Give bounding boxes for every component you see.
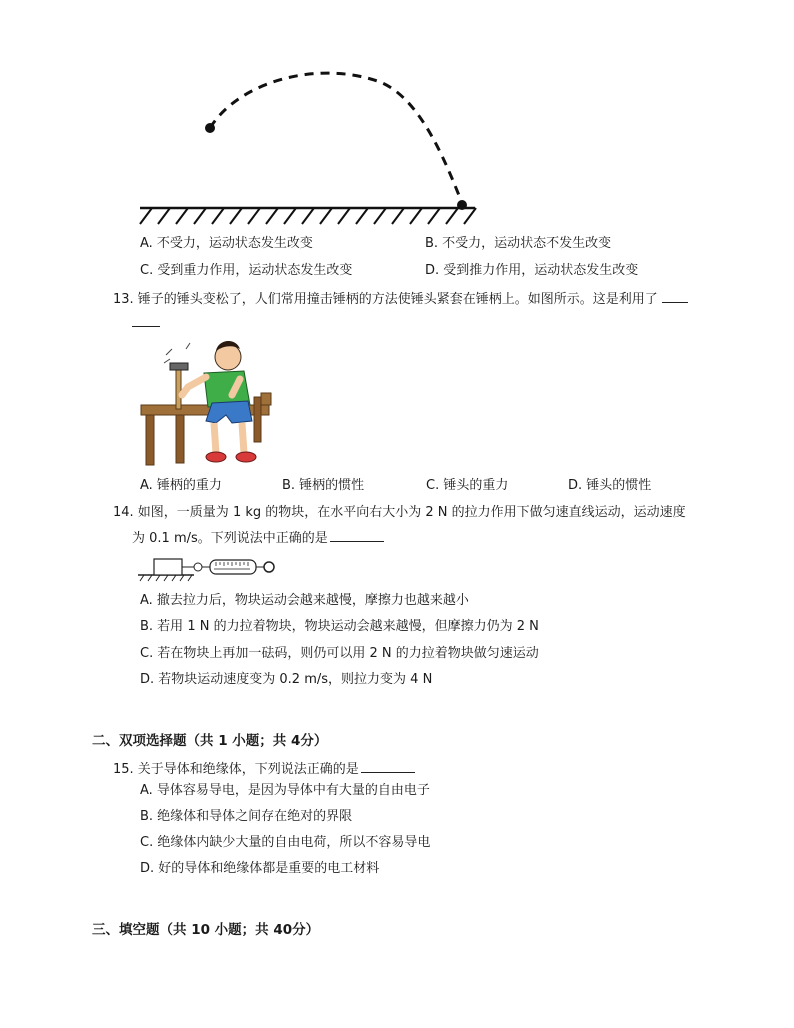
q15-option-b: B. 绝缘体和导体之间存在绝对的界限 xyxy=(140,809,353,824)
q15-answer-blank[interactable] xyxy=(361,758,415,773)
q15-option-a: A. 导体容易导电，是因为导体中有大量的自由电子 xyxy=(140,783,430,798)
q13-option-c: C. 锤头的重力 xyxy=(426,478,509,493)
q13-option-b: B. 锤柄的惯性 xyxy=(282,478,365,493)
q14-question-line2 xyxy=(132,527,384,549)
q13-option-d: D. 锤头的惯性 xyxy=(568,478,652,493)
q15-option-d: D. 好的导体和绝缘体都是重要的电工材料 xyxy=(140,861,380,876)
q15-option-c: C. 绝缘体内缺少大量的自由电荷，所以不容易导电 xyxy=(140,835,431,850)
q13-question xyxy=(113,288,688,310)
q13-question-text: 13. 锤子的锤头变松了，人们常用撞击锤柄的方法使锤头紧套在锤柄上。如图所示。这是利用了 xyxy=(113,292,658,307)
q13-answer-blank[interactable] xyxy=(662,288,688,303)
q14-option-a: A. 撤去拉力后，物块运动会越来越慢，摩擦力也越来越小 xyxy=(140,593,469,608)
q15-question xyxy=(113,758,415,780)
q12-option-d: D. 受到推力作用，运动状态发生改变 xyxy=(425,263,639,278)
q14-question-text: 为 0.1 m/s。下列说法中正确的是 xyxy=(132,531,328,546)
q15-question-text: 15. 关于导体和绝缘体，下列说法正确的是 xyxy=(113,762,359,777)
projectile-figure xyxy=(130,60,490,230)
q14-question-line1: 14. 如图，一质量为 1 kg 的物块，在水平向右大小为 2 N 的拉力作用下做匀速直线运动，运动速度 xyxy=(113,505,686,520)
section-3-heading: 三、填空题（共 10 小题；共 40分） xyxy=(92,922,320,938)
section-2-heading: 二、双项选择题（共 1 小题；共 4分） xyxy=(92,733,328,749)
q13-answer-blank-continued[interactable] xyxy=(132,312,160,331)
q13-option-a: A. 锤柄的重力 xyxy=(140,478,222,493)
q12-option-a: A. 不受力，运动状态发生改变 xyxy=(140,236,313,251)
spring-scale-figure xyxy=(136,553,286,585)
q14-option-d: D. 若物块运动速度变为 0.2 m/s，则拉力变为 4 N xyxy=(140,672,433,687)
q14-option-b: B. 若用 1 N 的力拉着物块，物块运动会越来越慢，但摩擦力仍为 2 N xyxy=(140,619,539,634)
q14-option-c: C. 若在物块上再加一砝码，则仍可以用 2 N 的力拉着物块做匀速运动 xyxy=(140,646,539,661)
q14-answer-blank[interactable] xyxy=(330,527,384,542)
q12-option-c: C. 受到重力作用，运动状态发生改变 xyxy=(140,263,353,278)
hammer-illustration xyxy=(136,335,276,470)
q12-option-b: B. 不受力，运动状态不发生改变 xyxy=(425,236,612,251)
